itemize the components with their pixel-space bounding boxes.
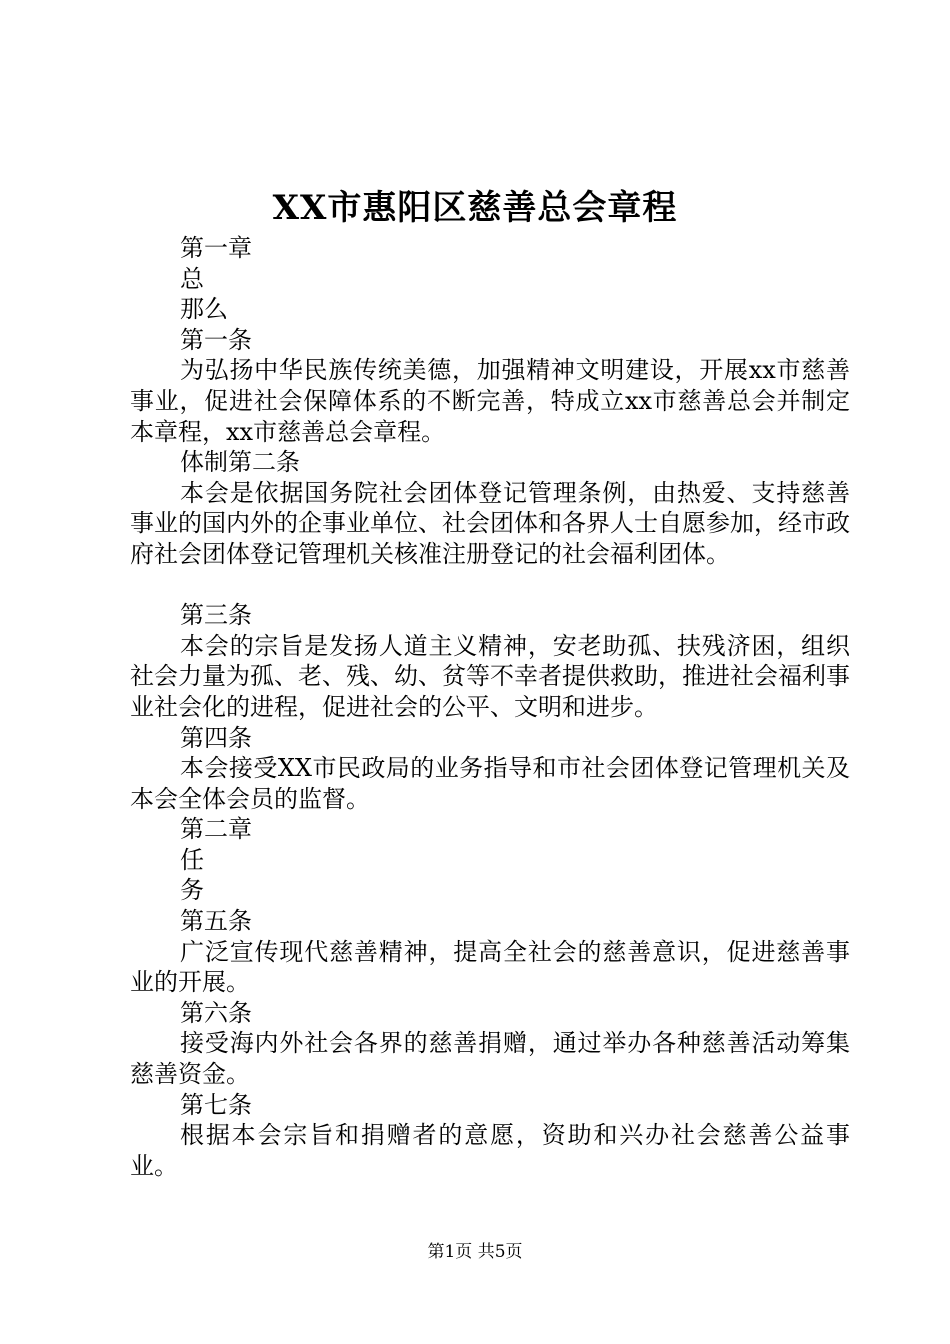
article-paragraph: 为弘扬中华民族传统美德，加强精神文明建设，开展xx市慈善事业，促进社会保障体系的不断完善，特成立xx市慈善总会并制定本章程，xx市慈善总会章程。 [130, 356, 850, 446]
article-heading: 第一条 [180, 325, 252, 354]
article-paragraph: 根据本会宗旨和捐赠者的意愿，资助和兴办社会慈善公益事业。 [130, 1121, 850, 1180]
article-heading: 体制第二条 [180, 448, 300, 477]
article-paragraph: 接受海内外社会各界的慈善捐赠，通过举办各种慈善活动筹集慈善资金。 [130, 1029, 850, 1089]
article-heading: 第四条 [180, 723, 252, 752]
article-paragraph: 本会的宗旨是发扬人道主义精神，安老助孤、扶残济困，组织社会力量为孤、老、残、幼、贫等不幸者提供救助，推进社会福利事业社会化的进程，促进社会的公平、文明和进步。 [130, 631, 850, 721]
document-title: XX市惠阳区慈善总会章程 [272, 188, 678, 228]
chapter-title-part: 务 [180, 876, 204, 905]
chapter-heading: 第二章 [180, 815, 252, 844]
chapter-title-part: 任 [180, 845, 204, 874]
chapter-title-part: 那么 [180, 295, 228, 324]
chapter-title-part: 总 [180, 264, 204, 293]
chapter-heading: 第一章 [180, 234, 252, 262]
article-heading: 第六条 [180, 998, 252, 1027]
article-heading: 第五条 [180, 907, 252, 936]
blank-line [130, 570, 850, 601]
article-heading: 第三条 [180, 601, 252, 630]
article-paragraph: 本会接受XX市民政局的业务指导和市社会团体登记管理机关及本会全体会员的监督。 [130, 754, 850, 813]
document-body [130, 233, 850, 1181]
article-paragraph: 本会是依据国务院社会团体登记管理条例，由热爱、支持慈善事业的国内外的企事业单位、社会团体和各界人士自愿参加，经市政府社会团体登记管理机关核准注册登记的社会福利团体。 [130, 478, 850, 568]
article-paragraph: 广泛宣传现代慈善精神，提高全社会的慈善意识，促进慈善事业的开展。 [130, 937, 850, 997]
article-heading: 第七条 [180, 1090, 252, 1119]
page-footer: 第1页 共5页 [427, 1242, 523, 1262]
